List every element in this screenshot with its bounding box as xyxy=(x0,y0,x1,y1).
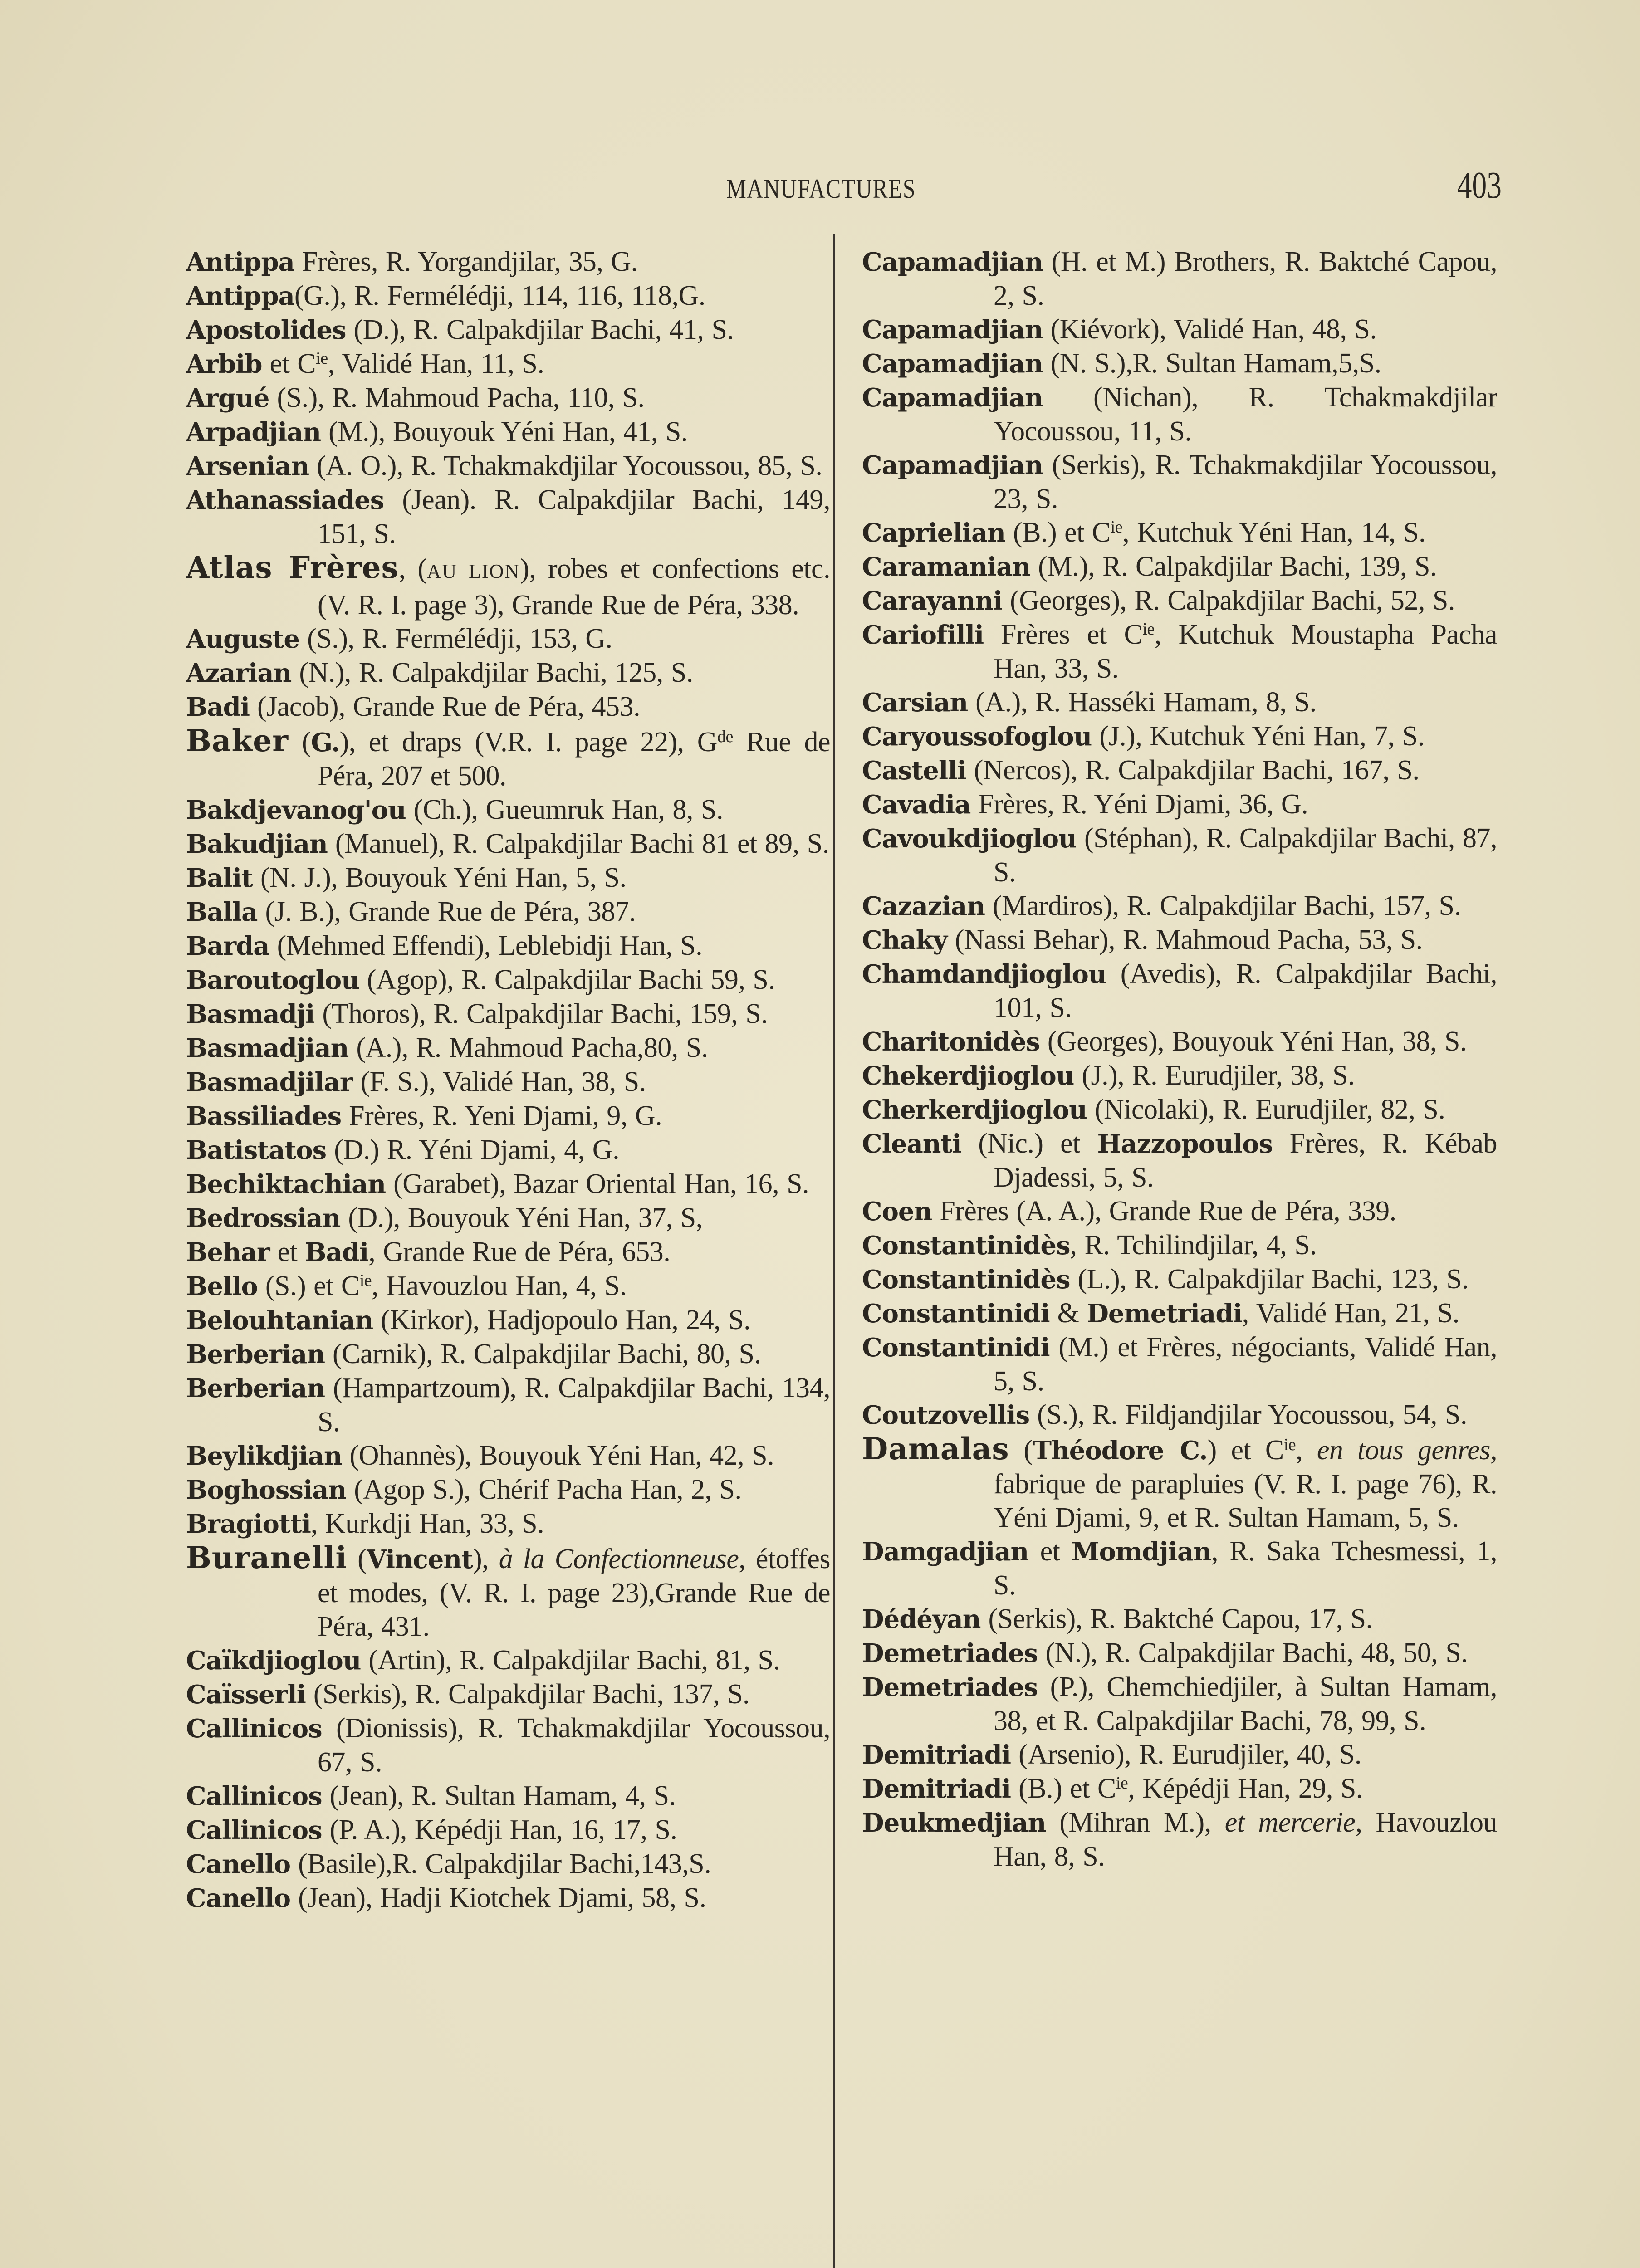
directory-entry xyxy=(862,381,1497,448)
directory-entry xyxy=(186,551,830,622)
entry-name: Auguste xyxy=(186,624,300,654)
entry-name: Demetriades xyxy=(862,1672,1038,1702)
entry-text: (Nichan), R. Tchakmakdjilar Yocoussou, 11, S. xyxy=(994,382,1497,447)
entry-text: (Nercos), R. Calpakdjilar Bachi, 167, S. xyxy=(966,755,1420,786)
entry-name: Demitriadi xyxy=(862,1774,1011,1804)
directory-entry xyxy=(862,1670,1497,1738)
entry-text: (B.) et C xyxy=(1011,1773,1116,1804)
entry-name: Callinicos xyxy=(186,1781,322,1811)
superscript: de xyxy=(717,727,733,746)
directory-entry xyxy=(862,1330,1497,1398)
directory-entry xyxy=(186,1541,830,1643)
directory-entry xyxy=(862,753,1497,787)
entry-text: (Ch.), Gueumruk Han, 8, S. xyxy=(406,794,723,825)
entry-text: (G.), R. Fermélédji, 114, 116, 118,G. xyxy=(294,280,705,311)
entry-text: (Serkis), R. Tchakmakdjilar Yocoussou, 23, S. xyxy=(994,450,1497,514)
superscript: ie xyxy=(1142,620,1155,639)
entry-text: Rue de Péra, 207 et 500. xyxy=(318,727,830,792)
directory-entry xyxy=(862,618,1497,685)
directory-entry xyxy=(862,1432,1497,1535)
directory-entry xyxy=(186,963,830,997)
entry-name: Baroutoglou xyxy=(186,965,359,995)
entry-name: Damgadjian xyxy=(862,1537,1029,1567)
entry-text: (J.), R. Eurudjiler, 38, S. xyxy=(1074,1060,1355,1091)
directory-entry xyxy=(186,1643,830,1677)
entry-name: Caryoussofoglou xyxy=(862,722,1092,752)
entry-name: Cherkerdjioglou xyxy=(862,1095,1087,1125)
directory-entry xyxy=(862,1772,1497,1806)
entry-name: Vincent xyxy=(367,1545,473,1574)
entry-text: (Manuel), R. Calpakdjilar Bachi 81 et 89, S. xyxy=(327,828,829,859)
directory-entry xyxy=(862,787,1497,821)
directory-entry xyxy=(862,313,1497,347)
entry-text: (J. B.), Grande Rue de Péra, 387. xyxy=(257,896,636,927)
running-title: MANUFACTURES xyxy=(726,174,916,204)
directory-entry xyxy=(862,448,1497,516)
entry-name: Arsenian xyxy=(186,451,309,481)
entry-text: (Jean). R. Calpakdjilar Bachi, 149, 151, S. xyxy=(318,484,830,549)
entry-text: (Dionissis), R. Tchakmakdjilar Yocoussou, 67, S. xyxy=(318,1713,830,1778)
entry-text: Frères (A. A.), Grande Rue de Péra, 339. xyxy=(932,1196,1396,1227)
entry-name: Basmadjilar xyxy=(186,1067,353,1097)
entry-text: (Mihran M.), xyxy=(1046,1807,1225,1838)
directory-entry xyxy=(186,1779,830,1813)
entry-text: (Jean), Hadji Kiotchek Djami, 58, S. xyxy=(290,1882,706,1913)
entry-text: (H. et M.) Brothers, R. Baktché Capou, 2, S. xyxy=(994,246,1497,311)
directory-entry xyxy=(186,827,830,861)
entry-text: (Serkis), R. Baktché Capou, 17, S. xyxy=(980,1603,1373,1634)
entry-name: Antippa xyxy=(186,247,294,277)
entry-name: Bello xyxy=(186,1271,258,1301)
directory-entry xyxy=(186,415,830,449)
entry-name: Barda xyxy=(186,931,269,961)
entry-text: , ( xyxy=(398,553,427,584)
superscript: ie xyxy=(316,349,328,368)
entry-text: (P. A.), Képédji Han, 16, 17, S. xyxy=(322,1814,677,1845)
entry-italic-text: et mercerie xyxy=(1224,1807,1356,1838)
entry-text: (Agop S.), Chérif Pacha Han, 2, S. xyxy=(346,1474,742,1505)
directory-entry xyxy=(862,821,1497,889)
directory-entry xyxy=(862,1093,1497,1127)
entry-text: (Nassi Behar), R. Mahmoud Pacha, 53, S. xyxy=(947,924,1423,955)
entry-name: Cazazian xyxy=(862,891,985,921)
directory-entry xyxy=(862,1025,1497,1059)
directory-entry xyxy=(186,483,830,551)
entry-name: Canello xyxy=(186,1883,291,1913)
directory-entry xyxy=(186,347,830,381)
entry-name: Bedrossian xyxy=(186,1203,341,1233)
directory-entry xyxy=(186,1235,830,1269)
entry-text: et xyxy=(269,1237,305,1267)
directory-entry xyxy=(186,724,830,793)
superscript: ie xyxy=(359,1271,372,1290)
entry-name-large: Baker xyxy=(186,723,289,758)
entry-name: Antippa xyxy=(186,281,294,311)
directory-column-left xyxy=(186,245,830,1915)
entry-name: Coen xyxy=(862,1197,932,1227)
entry-name-large: Buranelli xyxy=(186,1540,348,1575)
entry-text: ( xyxy=(289,727,311,758)
entry-text: (A. O.), R. Tchakmakdjilar Yocoussou, 85, S. xyxy=(309,450,822,481)
entry-name: Canello xyxy=(186,1849,291,1879)
entry-name: Azarian xyxy=(186,658,292,688)
directory-entry xyxy=(862,245,1497,313)
directory-entry xyxy=(186,622,830,656)
directory-entry xyxy=(186,895,830,929)
directory-entry xyxy=(862,516,1497,550)
directory-column-right xyxy=(862,245,1497,1873)
directory-entry xyxy=(862,1602,1497,1636)
directory-entry xyxy=(862,685,1497,719)
entry-name: Callinicos xyxy=(186,1714,322,1744)
directory-entry xyxy=(862,923,1497,957)
entry-text: , Grande Rue de Péra, 653. xyxy=(368,1237,671,1267)
directory-entry xyxy=(186,861,830,895)
entry-name-large: Atlas Frères xyxy=(186,550,399,585)
entry-text: , étoffes et modes, (V. R. I. page 23),Grande Rue de Péra, 431. xyxy=(318,1544,830,1642)
entry-text: , Kutchuk Yéni Han, 14, S. xyxy=(1122,517,1426,548)
entry-name: Constantinidi xyxy=(862,1299,1050,1329)
entry-name: Bakudjian xyxy=(186,829,328,859)
entry-name: Bassiliades xyxy=(186,1101,342,1131)
entry-name: Demitriadi xyxy=(862,1740,1011,1770)
directory-entry xyxy=(862,550,1497,584)
directory-entry xyxy=(186,997,830,1031)
directory-entry xyxy=(186,1201,830,1235)
entry-text: (Nic.) et xyxy=(961,1128,1097,1159)
entry-text: (Jacob), Grande Rue de Péra, 453. xyxy=(250,691,641,722)
entry-text: (S.), R. Fildjandjilar Yocoussou, 54, S. xyxy=(1029,1399,1467,1430)
entry-text: ), et draps (V.R. I. page 22), G xyxy=(339,727,717,758)
entry-name: Capamadjian xyxy=(862,247,1043,277)
entry-name: Momdjian xyxy=(1071,1537,1211,1567)
entry-text: Frères, R. Yorgandjilar, 35, G. xyxy=(294,246,638,277)
entry-name-large: Damalas xyxy=(862,1431,1009,1466)
entry-text: Frères, R. Yeni Djami, 9, G. xyxy=(341,1100,662,1131)
entry-name: Capamadjian xyxy=(862,450,1043,480)
entry-text: (Kirkor), Hadjopoulo Han, 24, S. xyxy=(373,1305,751,1335)
entry-text: (N. J.), Bouyouk Yéni Han, 5, S. xyxy=(253,862,627,893)
directory-entry xyxy=(862,1262,1497,1296)
directory-entry xyxy=(186,1371,830,1439)
entry-name: Deukmedjian xyxy=(862,1808,1046,1838)
entry-name: Basmadjian xyxy=(186,1033,349,1063)
page-number: 403 xyxy=(1457,164,1502,206)
entry-text: (Avedis), R. Calpakdjilar Bachi, 101, S. xyxy=(994,958,1497,1023)
entry-name: Bechiktachian xyxy=(186,1169,386,1199)
entry-text: (Serkis), R. Calpakdjilar Bachi, 137, S. xyxy=(305,1679,750,1710)
entry-text: , xyxy=(1296,1435,1317,1466)
directory-entry xyxy=(862,1636,1497,1670)
entry-name: Arpadjian xyxy=(186,417,321,447)
entry-text: , Kutchuk Moustapha Pacha Han, 33, S. xyxy=(994,619,1497,684)
directory-entry xyxy=(186,929,830,963)
entry-text: & xyxy=(1049,1298,1087,1329)
entry-text: ( xyxy=(347,1544,367,1574)
entry-name: Cleanti xyxy=(862,1129,961,1159)
directory-entry xyxy=(862,347,1497,381)
entry-text: (Kiévork), Validé Han, 48, S. xyxy=(1043,314,1377,345)
entry-name: Dédéyan xyxy=(862,1604,981,1634)
entry-text: (Georges), Bouyouk Yéni Han, 38, S. xyxy=(1039,1026,1467,1057)
entry-name: Berberian xyxy=(186,1374,325,1403)
entry-text: (Arsenio), R. Eurudjiler, 40, S. xyxy=(1011,1739,1361,1770)
directory-entry xyxy=(186,1881,830,1915)
entry-name: Balla xyxy=(186,897,258,927)
entry-name: Badi xyxy=(305,1237,369,1267)
entry-text: (M.), Bouyouk Yéni Han, 41, S. xyxy=(321,416,688,447)
entry-name: Callinicos xyxy=(186,1815,322,1845)
directory-entry xyxy=(186,1813,830,1847)
entry-name: Belouhtanian xyxy=(186,1305,373,1335)
entry-name: Basmadji xyxy=(186,999,315,1029)
entry-text: (Stéphan), R. Calpakdjilar Bachi, 87, S. xyxy=(994,823,1497,888)
directory-entry xyxy=(186,1473,830,1507)
entry-name: Beylikdjian xyxy=(186,1441,342,1471)
entry-name: Chamdandjioglou xyxy=(862,959,1106,989)
entry-name: Caïkdjioglou xyxy=(186,1646,361,1676)
directory-entry xyxy=(862,1194,1497,1228)
entry-name: Apostolides xyxy=(186,315,346,345)
entry-text: , Kurkdji Han, 33, S. xyxy=(310,1508,544,1539)
directory-entry xyxy=(186,1099,830,1133)
entry-text: (J.), Kutchuk Yéni Han, 7, S. xyxy=(1092,721,1425,752)
entry-text: (A.), R. Mahmoud Pacha,80, S. xyxy=(348,1032,708,1063)
entry-name: Constantinidès xyxy=(862,1265,1070,1295)
entry-text: ), xyxy=(473,1544,499,1574)
directory-entry xyxy=(862,719,1497,753)
directory-entry xyxy=(186,1711,830,1779)
directory-entry xyxy=(186,1031,830,1065)
entry-text: et xyxy=(1028,1536,1072,1567)
entry-name: Bakdjevanog'ou xyxy=(186,795,406,825)
superscript: ie xyxy=(1110,518,1123,537)
entry-name: Castelli xyxy=(862,756,966,786)
directory-entry xyxy=(186,1167,830,1201)
entry-name: Constantinidi xyxy=(862,1333,1050,1363)
entry-text: (Mardiros), R. Calpakdjilar Bachi, 157, S. xyxy=(985,890,1461,921)
entry-name: Capamadjian xyxy=(862,315,1043,345)
entry-text: (N. S.),R. Sultan Hamam,5,S. xyxy=(1043,348,1381,379)
directory-entry xyxy=(862,1738,1497,1772)
directory-entry xyxy=(186,1303,830,1337)
entry-name: Caprielian xyxy=(862,518,1005,548)
directory-entry xyxy=(862,889,1497,923)
entry-name: Behar xyxy=(186,1237,270,1267)
directory-entry xyxy=(862,1806,1497,1873)
entry-name: Constantinidès xyxy=(862,1231,1070,1261)
entry-text: et C xyxy=(262,348,316,379)
entry-name: Caïsserli xyxy=(186,1680,306,1710)
entry-text: (M.), R. Calpakdjilar Bachi, 139, S. xyxy=(1030,551,1437,582)
entry-text: , Havouzlou Han, 4, S. xyxy=(372,1271,627,1301)
directory-entry xyxy=(186,1133,830,1167)
entry-name: Balit xyxy=(186,863,253,893)
entry-name: Charitonidès xyxy=(862,1027,1040,1057)
directory-entry xyxy=(186,381,830,415)
entry-name: Athanassiades xyxy=(186,485,384,515)
directory-entry xyxy=(186,1677,830,1711)
entry-text: , fabrique de parapluies (V. R. I. page 76), R. Yéni Djami, 9, et R. Sultan Hamam, 5, S. xyxy=(994,1435,1497,1533)
entry-name: Chekerdjioglou xyxy=(862,1061,1074,1091)
entry-text: ( xyxy=(1009,1435,1033,1466)
directory-entry xyxy=(862,1127,1497,1194)
entry-name: Batistatos xyxy=(186,1135,327,1165)
directory-entry xyxy=(186,1269,830,1303)
directory-entry xyxy=(862,1059,1497,1093)
entry-name: Demetriades xyxy=(862,1638,1038,1668)
directory-entry xyxy=(186,449,830,483)
entry-text: (Nicolaki), R. Eurudjiler, 82, S. xyxy=(1087,1094,1445,1125)
entry-name: Boghossian xyxy=(186,1475,347,1505)
entry-text: Frères, R. Kébab Djadessi, 5, S. xyxy=(994,1128,1498,1193)
directory-entry xyxy=(862,957,1497,1025)
directory-entry xyxy=(186,279,830,313)
directory-entry xyxy=(186,245,830,279)
entry-text: (A.), R. Hasséki Hamam, 8, S. xyxy=(968,687,1317,718)
column-divider xyxy=(833,234,835,2268)
directory-entry xyxy=(862,584,1497,618)
entry-name: Chaky xyxy=(862,925,947,955)
entry-name: Théodore C. xyxy=(1033,1436,1208,1466)
directory-entry xyxy=(186,313,830,347)
entry-text: , Validé Han, 11, S. xyxy=(328,348,544,379)
entry-text: (Ohannès), Bouyouk Yéni Han, 42, S. xyxy=(342,1440,774,1471)
entry-text: (Garabet), Bazar Oriental Han, 16, S. xyxy=(386,1168,809,1199)
entry-text: (D.), R. Calpakdjilar Bachi, 41, S. xyxy=(346,314,734,345)
superscript: ie xyxy=(1283,1435,1296,1454)
entry-text: (Thoros), R. Calpakdjilar Bachi, 159, S. xyxy=(314,998,768,1029)
entry-text: (N.), R. Calpakdjilar Bachi, 125, S. xyxy=(291,657,693,688)
entry-text: , R. Tchilindjilar, 4, S. xyxy=(1070,1230,1317,1261)
entry-italic-text: à la Confectionneuse xyxy=(499,1544,739,1574)
entry-text: (Mehmed Effendi), Leblebidji Han, S. xyxy=(269,930,703,961)
entry-text: (Basile),R. Calpakdjilar Bachi,143,S. xyxy=(290,1848,711,1879)
entry-text: (Hampartzoum), R. Calpakdjilar Bachi, 134, S. xyxy=(318,1373,830,1437)
directory-entry xyxy=(186,656,830,690)
directory-entry xyxy=(186,1507,830,1541)
entry-name: Berberian xyxy=(186,1339,325,1369)
entry-text: Frères, R. Yéni Djami, 36, G. xyxy=(970,789,1308,820)
entry-text: , Havouzlou Han, 8, S. xyxy=(994,1807,1497,1872)
entry-text: (D.), Bouyouk Yéni Han, 37, S, xyxy=(340,1202,703,1233)
small-caps-text: AU LION xyxy=(426,560,520,582)
directory-entry xyxy=(186,1439,830,1473)
entry-text: (P.), Chemchiedjiler, à Sultan Hamam, 38, et R. Calpakdjilar Bachi, 78, 99, S. xyxy=(994,1672,1497,1736)
directory-entry xyxy=(862,1296,1497,1330)
entry-name: Argué xyxy=(186,383,269,413)
entry-text: (Georges), R. Calpakdjilar Bachi, 52, S. xyxy=(1002,585,1455,616)
page-header xyxy=(0,163,1640,209)
entry-text: , Képédji Han, 29, S. xyxy=(1128,1773,1363,1804)
entry-name: Arbib xyxy=(186,349,262,379)
entry-text: Frères et C xyxy=(984,619,1143,650)
entry-name: Cavoukdjioglou xyxy=(862,824,1077,854)
directory-entry xyxy=(186,793,830,827)
entry-name: Capamadjian xyxy=(862,349,1043,379)
entry-text: , R. Saka Tchesmessi, 1, S. xyxy=(994,1536,1497,1601)
directory-entry xyxy=(186,1847,830,1881)
entry-name: Coutzovellis xyxy=(862,1400,1030,1430)
entry-name: G. xyxy=(311,728,340,758)
directory-entry xyxy=(862,1228,1497,1262)
entry-text: (L.), R. Calpakdjilar Bachi, 123, S. xyxy=(1070,1264,1469,1295)
entry-text: (N.), R. Calpakdjilar Bachi, 48, 50, S. xyxy=(1038,1637,1468,1668)
entry-text: (S.), R. Fermélédji, 153, G. xyxy=(299,623,612,654)
entry-text: (M.) et Frères, négociants, Validé Han, 5, S. xyxy=(994,1332,1497,1397)
entry-text: , Validé Han, 21, S. xyxy=(1242,1298,1459,1329)
directory-entry xyxy=(186,1065,830,1099)
entry-name: Cariofilli xyxy=(862,620,984,650)
entry-text: ), robes et confections etc. (V. R. I. page 3), Grande Rue de Péra, 338. xyxy=(318,553,830,621)
superscript: ie xyxy=(1116,1774,1128,1793)
directory-entry xyxy=(862,1535,1497,1602)
directory-entry xyxy=(186,1337,830,1371)
entry-name: Hazzopoulos xyxy=(1097,1129,1273,1159)
entry-text: (D.) R. Yéni Djami, 4, G. xyxy=(326,1134,620,1165)
entry-name: Demetriadi xyxy=(1087,1299,1242,1329)
entry-text: (S.) et C xyxy=(257,1271,360,1301)
entry-name: Capamadjian xyxy=(862,383,1043,413)
entry-text: ) et C xyxy=(1207,1435,1284,1466)
entry-name: Badi xyxy=(186,692,250,722)
entry-text: (F. S.), Validé Han, 38, S. xyxy=(352,1066,646,1097)
entry-text: (B.) et C xyxy=(1005,517,1111,548)
entry-name: Cavadia xyxy=(862,790,971,820)
entry-name: Carayanni xyxy=(862,586,1003,616)
entry-name: Carsian xyxy=(862,688,968,718)
directory-entry xyxy=(862,1398,1497,1432)
entry-text: (Agop), R. Calpakdjilar Bachi 59, S. xyxy=(359,964,775,995)
entry-name: Caramanian xyxy=(862,552,1031,582)
entry-italic-text: en tous genres xyxy=(1317,1435,1490,1466)
directory-entry xyxy=(186,690,830,724)
entry-text: (Carnik), R. Calpakdjilar Bachi, 80, S. xyxy=(325,1339,761,1369)
entry-text: (Jean), R. Sultan Hamam, 4, S. xyxy=(322,1780,676,1811)
entry-name: Bragiotti xyxy=(186,1509,311,1539)
entry-text: (Artin), R. Calpakdjilar Bachi, 81, S. xyxy=(361,1645,780,1676)
entry-text: (S.), R. Mahmoud Pacha, 110, S. xyxy=(269,382,645,413)
